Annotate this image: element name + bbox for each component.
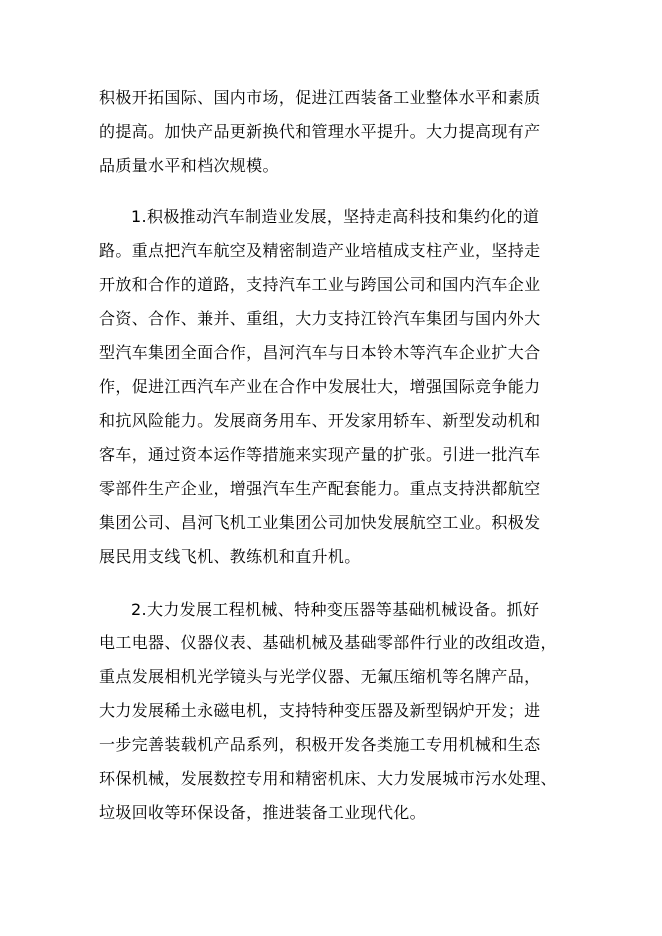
section2-heading-line: 2.大力发展工程机械、特种变压器等基础机械设备。抓好 — [131, 600, 540, 619]
text-line: 零部件生产企业，增强汽车生产配套能力。重点支持洪都航空 — [99, 479, 541, 498]
text-line: 客车，通过资本运作等措施来实现产量的扩张。引进一批汽车 — [99, 445, 541, 464]
text-line: 展民用支线飞机、教练机和直升机。 — [99, 547, 361, 566]
text-line: 大力发展稀土永磁电机，支持特种变压器及新型锅炉开发；进 — [99, 701, 541, 720]
text-line: 路。重点把汽车航空及精密制造产业培植成支柱产业，坚持走 — [99, 241, 541, 260]
text-line: 开放和合作的道路，支持汽车工业与跨国公司和国内汽车企业 — [99, 275, 541, 294]
text-line: 环保机械，发展数控专用和精密机床、大力发展城市污水处理、 — [99, 769, 557, 788]
text-line: 型汽车集团全面合作，昌河汽车与日本铃木等汽车企业扩大合 — [99, 343, 541, 362]
text-line: 重点发展相机光学镜头与光学仪器、无氟压缩机等名牌产品， — [99, 667, 541, 686]
text-line: 的提高。加快产品更新换代和管理水平提升。大力提高现有产 — [99, 122, 541, 141]
text-line: 品质量水平和档次规模。 — [99, 156, 279, 175]
text-line: 和抗风险能力。发展商务用车、开发家用轿车、新型发动机和 — [99, 411, 541, 430]
text-line: 作，促进江西汽车产业在合作中发展壮大，增强国际竞争能力 — [99, 377, 541, 396]
text-line: 合资、合作、兼并、重组，大力支持江铃汽车集团与国内外大 — [99, 309, 541, 328]
section1-heading-line: 1.积极推动汽车制造业发展，坚持走高科技和集约化的道 — [131, 207, 540, 226]
text-line: 电工电器、仪器仪表、基础机械及基础零部件行业的改组改造， — [99, 633, 557, 652]
text-line: 集团公司、昌河飞机工业集团公司加快发展航空工业。积极发 — [99, 513, 541, 532]
text-line: 积极开拓国际、国内市场，促进江西装备工业整体水平和素质 — [99, 88, 541, 107]
text-line: 一步完善装载机产品系列，积极开发各类施工专用机械和生态 — [99, 735, 541, 754]
text-line: 垃圾回收等环保设备，推进装备工业现代化。 — [99, 803, 427, 822]
